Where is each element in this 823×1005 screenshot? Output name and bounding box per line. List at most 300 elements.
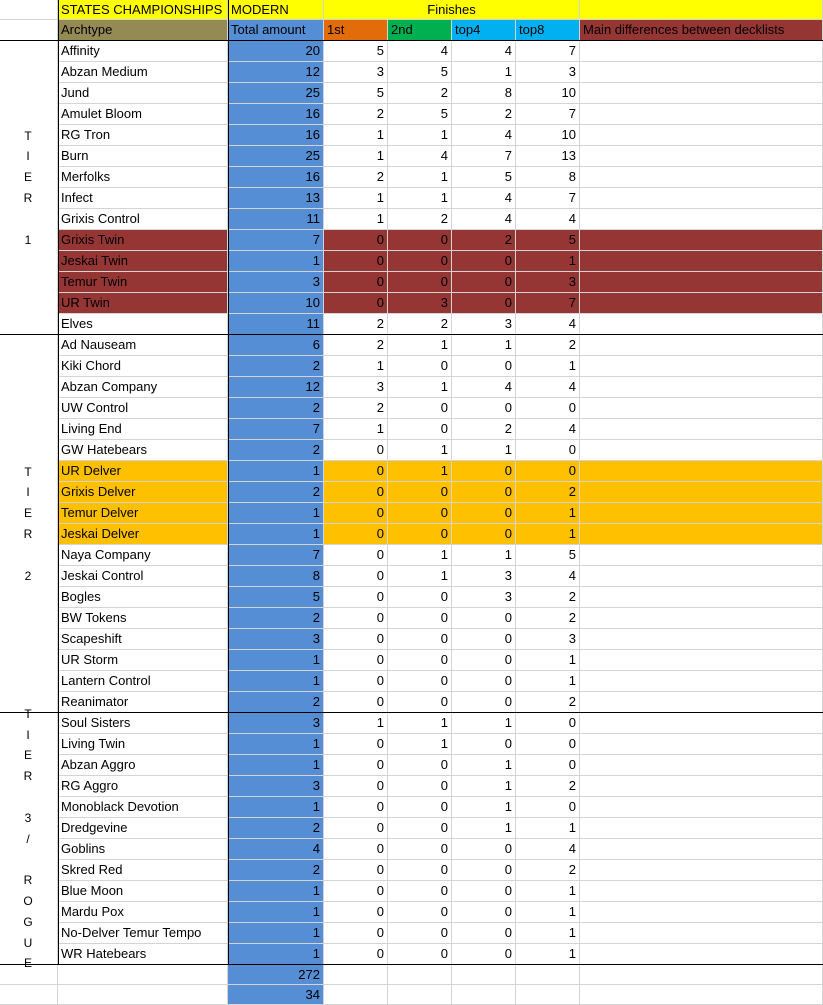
top8-cell[interactable]: 1 xyxy=(516,881,580,902)
cell[interactable] xyxy=(58,985,228,1005)
notes-cell[interactable] xyxy=(580,419,823,440)
first-cell[interactable]: 0 xyxy=(324,902,388,923)
second-cell[interactable]: 1 xyxy=(388,566,452,587)
total-cell[interactable]: 1 xyxy=(228,902,324,923)
first-cell[interactable]: 1 xyxy=(324,125,388,146)
header-blank[interactable] xyxy=(580,0,823,20)
total-cell[interactable]: 16 xyxy=(228,167,324,188)
archetype-cell[interactable]: Jeskai Twin xyxy=(58,251,228,272)
first-cell[interactable]: 1 xyxy=(324,419,388,440)
top4-cell[interactable]: 2 xyxy=(452,419,516,440)
notes-cell[interactable] xyxy=(580,776,823,797)
archetype-cell[interactable]: Lantern Control xyxy=(58,671,228,692)
first-cell[interactable]: 0 xyxy=(324,629,388,650)
second-cell[interactable]: 1 xyxy=(388,545,452,566)
total-cell[interactable]: 2 xyxy=(228,482,324,503)
total-cell[interactable]: 5 xyxy=(228,587,324,608)
notes-cell[interactable] xyxy=(580,839,823,860)
first-cell[interactable]: 5 xyxy=(324,83,388,104)
first-cell[interactable]: 0 xyxy=(324,650,388,671)
notes-cell[interactable] xyxy=(580,293,823,314)
top8-cell[interactable]: 3 xyxy=(516,62,580,83)
total-cell[interactable]: 20 xyxy=(228,41,324,62)
cell[interactable] xyxy=(452,965,516,985)
first-cell[interactable]: 1 xyxy=(324,209,388,230)
second-cell[interactable]: 0 xyxy=(388,608,452,629)
top4-cell[interactable]: 0 xyxy=(452,608,516,629)
top4-cell[interactable]: 8 xyxy=(452,83,516,104)
header-notes[interactable]: Main differences between decklists xyxy=(580,20,823,41)
notes-cell[interactable] xyxy=(580,209,823,230)
notes-cell[interactable] xyxy=(580,944,823,965)
top8-cell[interactable]: 0 xyxy=(516,440,580,461)
top8-cell[interactable]: 2 xyxy=(516,692,580,713)
top8-cell[interactable]: 7 xyxy=(516,188,580,209)
first-cell[interactable]: 0 xyxy=(324,272,388,293)
first-cell[interactable]: 0 xyxy=(324,671,388,692)
total-cell[interactable]: 7 xyxy=(228,419,324,440)
top4-cell[interactable]: 4 xyxy=(452,41,516,62)
top4-cell[interactable]: 4 xyxy=(452,125,516,146)
second-cell[interactable]: 0 xyxy=(388,524,452,545)
archetype-cell[interactable]: No-Delver Temur Tempo xyxy=(58,923,228,944)
top8-cell[interactable]: 4 xyxy=(516,839,580,860)
notes-cell[interactable] xyxy=(580,41,823,62)
top4-cell[interactable]: 0 xyxy=(452,734,516,755)
second-cell[interactable]: 1 xyxy=(388,440,452,461)
archetype-cell[interactable]: Infect xyxy=(58,188,228,209)
archetype-cell[interactable]: Abzan Medium xyxy=(58,62,228,83)
first-cell[interactable]: 0 xyxy=(324,860,388,881)
notes-cell[interactable] xyxy=(580,314,823,335)
notes-cell[interactable] xyxy=(580,461,823,482)
second-cell[interactable]: 0 xyxy=(388,398,452,419)
first-cell[interactable]: 1 xyxy=(324,146,388,167)
second-cell[interactable]: 1 xyxy=(388,188,452,209)
second-cell[interactable]: 2 xyxy=(388,209,452,230)
second-cell[interactable]: 0 xyxy=(388,650,452,671)
notes-cell[interactable] xyxy=(580,818,823,839)
total-cell[interactable]: 1 xyxy=(228,671,324,692)
second-cell[interactable]: 0 xyxy=(388,671,452,692)
archetype-cell[interactable]: Scapeshift xyxy=(58,629,228,650)
archetype-cell[interactable]: Affinity xyxy=(58,41,228,62)
top4-cell[interactable]: 0 xyxy=(452,902,516,923)
cell[interactable] xyxy=(388,965,452,985)
archetype-cell[interactable]: Grixis Delver xyxy=(58,482,228,503)
notes-cell[interactable] xyxy=(580,608,823,629)
top8-cell[interactable]: 1 xyxy=(516,671,580,692)
notes-cell[interactable] xyxy=(580,377,823,398)
top8-cell[interactable]: 0 xyxy=(516,797,580,818)
first-cell[interactable]: 5 xyxy=(324,41,388,62)
top8-cell[interactable]: 0 xyxy=(516,755,580,776)
top8-cell[interactable]: 4 xyxy=(516,314,580,335)
notes-cell[interactable] xyxy=(580,125,823,146)
total-cell[interactable]: 3 xyxy=(228,272,324,293)
notes-cell[interactable] xyxy=(580,482,823,503)
notes-cell[interactable] xyxy=(580,272,823,293)
first-cell[interactable]: 0 xyxy=(324,755,388,776)
first-cell[interactable]: 0 xyxy=(324,923,388,944)
top8-cell[interactable]: 4 xyxy=(516,209,580,230)
second-cell[interactable]: 0 xyxy=(388,230,452,251)
notes-cell[interactable] xyxy=(580,671,823,692)
top8-cell[interactable]: 2 xyxy=(516,860,580,881)
second-cell[interactable]: 0 xyxy=(388,629,452,650)
total-cell[interactable]: 1 xyxy=(228,524,324,545)
notes-cell[interactable] xyxy=(580,692,823,713)
notes-cell[interactable] xyxy=(580,167,823,188)
archetype-cell[interactable]: Grixis Control xyxy=(58,209,228,230)
cell[interactable] xyxy=(580,965,823,985)
top4-cell[interactable]: 1 xyxy=(452,755,516,776)
total-cell[interactable]: 3 xyxy=(228,629,324,650)
header-format[interactable]: MODERN xyxy=(228,0,324,20)
first-cell[interactable]: 0 xyxy=(324,566,388,587)
total-cell[interactable]: 1 xyxy=(228,461,324,482)
total-cell[interactable]: 1 xyxy=(228,797,324,818)
top8-cell[interactable]: 10 xyxy=(516,83,580,104)
archetype-cell[interactable]: Kiki Chord xyxy=(58,356,228,377)
first-cell[interactable]: 0 xyxy=(324,797,388,818)
top4-cell[interactable]: 1 xyxy=(452,797,516,818)
notes-cell[interactable] xyxy=(580,440,823,461)
archetype-cell[interactable]: RG Tron xyxy=(58,125,228,146)
notes-cell[interactable] xyxy=(580,503,823,524)
top4-cell[interactable]: 1 xyxy=(452,335,516,356)
total-cell[interactable]: 3 xyxy=(228,776,324,797)
notes-cell[interactable] xyxy=(580,188,823,209)
notes-cell[interactable] xyxy=(580,650,823,671)
top8-cell[interactable]: 1 xyxy=(516,524,580,545)
header-top8[interactable]: top8 xyxy=(516,20,580,41)
second-cell[interactable]: 1 xyxy=(388,734,452,755)
cell[interactable] xyxy=(516,965,580,985)
first-cell[interactable]: 3 xyxy=(324,377,388,398)
top4-cell[interactable]: 1 xyxy=(452,545,516,566)
first-cell[interactable]: 0 xyxy=(324,839,388,860)
top8-cell[interactable]: 7 xyxy=(516,293,580,314)
top4-cell[interactable]: 0 xyxy=(452,629,516,650)
notes-cell[interactable] xyxy=(580,713,823,734)
top8-cell[interactable]: 1 xyxy=(516,251,580,272)
top8-cell[interactable]: 1 xyxy=(516,944,580,965)
total-cell[interactable]: 2 xyxy=(228,356,324,377)
notes-cell[interactable] xyxy=(580,251,823,272)
notes-cell[interactable] xyxy=(580,398,823,419)
total-cell[interactable]: 16 xyxy=(228,104,324,125)
first-cell[interactable]: 1 xyxy=(324,713,388,734)
total-cell[interactable]: 7 xyxy=(228,230,324,251)
top4-cell[interactable]: 1 xyxy=(452,776,516,797)
archetype-cell[interactable]: Grixis Twin xyxy=(58,230,228,251)
total-cell[interactable]: 2 xyxy=(228,860,324,881)
archetype-cell[interactable]: Jeskai Control xyxy=(58,566,228,587)
cell[interactable] xyxy=(452,985,516,1005)
header-top4[interactable]: top4 xyxy=(452,20,516,41)
notes-cell[interactable] xyxy=(580,335,823,356)
second-cell[interactable]: 0 xyxy=(388,944,452,965)
top4-cell[interactable]: 2 xyxy=(452,104,516,125)
total-cell[interactable]: 7 xyxy=(228,545,324,566)
archetype-cell[interactable]: UR Delver xyxy=(58,461,228,482)
top4-cell[interactable]: 2 xyxy=(452,230,516,251)
grand-total-cell[interactable]: 34 xyxy=(228,985,324,1005)
top8-cell[interactable]: 0 xyxy=(516,398,580,419)
top4-cell[interactable]: 0 xyxy=(452,398,516,419)
archetype-cell[interactable]: Dredgevine xyxy=(58,818,228,839)
archetype-cell[interactable]: Mardu Pox xyxy=(58,902,228,923)
second-cell[interactable]: 0 xyxy=(388,503,452,524)
first-cell[interactable]: 0 xyxy=(324,734,388,755)
cell[interactable] xyxy=(324,985,388,1005)
top4-cell[interactable]: 0 xyxy=(452,524,516,545)
total-cell[interactable]: 8 xyxy=(228,566,324,587)
archetype-cell[interactable]: Naya Company xyxy=(58,545,228,566)
archetype-cell[interactable]: Soul Sisters xyxy=(58,713,228,734)
total-cell[interactable]: 1 xyxy=(228,881,324,902)
archetype-cell[interactable]: UW Control xyxy=(58,398,228,419)
archetype-cell[interactable]: Burn xyxy=(58,146,228,167)
second-cell[interactable]: 0 xyxy=(388,860,452,881)
top8-cell[interactable]: 2 xyxy=(516,776,580,797)
first-cell[interactable]: 1 xyxy=(324,356,388,377)
second-cell[interactable]: 0 xyxy=(388,755,452,776)
total-cell[interactable]: 2 xyxy=(228,818,324,839)
first-cell[interactable]: 0 xyxy=(324,545,388,566)
second-cell[interactable]: 0 xyxy=(388,251,452,272)
total-cell[interactable]: 1 xyxy=(228,503,324,524)
top8-cell[interactable]: 1 xyxy=(516,902,580,923)
archetype-cell[interactable]: Elves xyxy=(58,314,228,335)
top4-cell[interactable]: 0 xyxy=(452,923,516,944)
first-cell[interactable]: 0 xyxy=(324,818,388,839)
second-cell[interactable]: 0 xyxy=(388,902,452,923)
first-cell[interactable]: 0 xyxy=(324,440,388,461)
second-cell[interactable]: 5 xyxy=(388,62,452,83)
notes-cell[interactable] xyxy=(580,545,823,566)
first-cell[interactable]: 0 xyxy=(324,251,388,272)
top8-cell[interactable]: 3 xyxy=(516,629,580,650)
total-cell[interactable]: 11 xyxy=(228,209,324,230)
first-cell[interactable]: 0 xyxy=(324,587,388,608)
top4-cell[interactable]: 0 xyxy=(452,356,516,377)
archetype-cell[interactable]: Bogles xyxy=(58,587,228,608)
archetype-cell[interactable]: Blue Moon xyxy=(58,881,228,902)
total-cell[interactable]: 12 xyxy=(228,62,324,83)
top8-cell[interactable]: 3 xyxy=(516,272,580,293)
top8-cell[interactable]: 7 xyxy=(516,104,580,125)
total-cell[interactable]: 1 xyxy=(228,944,324,965)
header-title[interactable]: STATES CHAMPIONSHIPS xyxy=(58,0,228,20)
archetype-cell[interactable]: UR Twin xyxy=(58,293,228,314)
header-second[interactable]: 2nd xyxy=(388,20,452,41)
top8-cell[interactable]: 0 xyxy=(516,734,580,755)
second-cell[interactable]: 1 xyxy=(388,335,452,356)
cell[interactable] xyxy=(388,985,452,1005)
notes-cell[interactable] xyxy=(580,230,823,251)
top4-cell[interactable]: 0 xyxy=(452,251,516,272)
cell[interactable] xyxy=(324,965,388,985)
top4-cell[interactable]: 7 xyxy=(452,146,516,167)
header-finishes[interactable]: Finishes xyxy=(324,0,580,20)
total-cell[interactable]: 1 xyxy=(228,650,324,671)
second-cell[interactable]: 1 xyxy=(388,125,452,146)
top8-cell[interactable]: 2 xyxy=(516,608,580,629)
archetype-cell[interactable]: Abzan Company xyxy=(58,377,228,398)
second-cell[interactable]: 0 xyxy=(388,881,452,902)
total-cell[interactable]: 2 xyxy=(228,608,324,629)
notes-cell[interactable] xyxy=(580,902,823,923)
notes-cell[interactable] xyxy=(580,356,823,377)
notes-cell[interactable] xyxy=(580,734,823,755)
total-cell[interactable]: 1 xyxy=(228,923,324,944)
first-cell[interactable]: 0 xyxy=(324,776,388,797)
top4-cell[interactable]: 0 xyxy=(452,671,516,692)
archetype-cell[interactable]: Living Twin xyxy=(58,734,228,755)
top4-cell[interactable]: 3 xyxy=(452,314,516,335)
archetype-cell[interactable]: Merfolks xyxy=(58,167,228,188)
top4-cell[interactable]: 0 xyxy=(452,503,516,524)
top4-cell[interactable]: 0 xyxy=(452,881,516,902)
first-cell[interactable]: 0 xyxy=(324,881,388,902)
top4-cell[interactable]: 0 xyxy=(452,272,516,293)
top4-cell[interactable]: 1 xyxy=(452,818,516,839)
archetype-cell[interactable]: Temur Delver xyxy=(58,503,228,524)
total-cell[interactable]: 11 xyxy=(228,314,324,335)
grand-total-cell[interactable]: 272 xyxy=(228,965,324,985)
header-total[interactable]: Total amount xyxy=(228,20,324,41)
first-cell[interactable]: 0 xyxy=(324,482,388,503)
second-cell[interactable]: 1 xyxy=(388,713,452,734)
first-cell[interactable]: 0 xyxy=(324,524,388,545)
top4-cell[interactable]: 1 xyxy=(452,440,516,461)
top4-cell[interactable]: 0 xyxy=(452,482,516,503)
total-cell[interactable]: 1 xyxy=(228,251,324,272)
total-cell[interactable]: 25 xyxy=(228,83,324,104)
top4-cell[interactable]: 4 xyxy=(452,377,516,398)
notes-cell[interactable] xyxy=(580,104,823,125)
notes-cell[interactable] xyxy=(580,524,823,545)
cell[interactable] xyxy=(58,965,228,985)
top8-cell[interactable]: 2 xyxy=(516,587,580,608)
top8-cell[interactable]: 1 xyxy=(516,818,580,839)
top8-cell[interactable]: 8 xyxy=(516,167,580,188)
second-cell[interactable]: 0 xyxy=(388,356,452,377)
total-cell[interactable]: 25 xyxy=(228,146,324,167)
notes-cell[interactable] xyxy=(580,566,823,587)
second-cell[interactable]: 0 xyxy=(388,482,452,503)
top4-cell[interactable]: 1 xyxy=(452,62,516,83)
notes-cell[interactable] xyxy=(580,797,823,818)
second-cell[interactable]: 0 xyxy=(388,797,452,818)
second-cell[interactable]: 0 xyxy=(388,923,452,944)
second-cell[interactable]: 4 xyxy=(388,41,452,62)
top4-cell[interactable]: 3 xyxy=(452,587,516,608)
top4-cell[interactable]: 0 xyxy=(452,860,516,881)
first-cell[interactable]: 0 xyxy=(324,944,388,965)
second-cell[interactable]: 1 xyxy=(388,167,452,188)
archetype-cell[interactable]: BW Tokens xyxy=(58,608,228,629)
header-archetype[interactable]: Archtype xyxy=(58,20,228,41)
top8-cell[interactable]: 1 xyxy=(516,923,580,944)
archetype-cell[interactable]: Jeskai Delver xyxy=(58,524,228,545)
cell[interactable] xyxy=(580,985,823,1005)
top4-cell[interactable]: 0 xyxy=(452,293,516,314)
archetype-cell[interactable]: Ad Nauseam xyxy=(58,335,228,356)
top4-cell[interactable]: 5 xyxy=(452,167,516,188)
top4-cell[interactable]: 1 xyxy=(452,713,516,734)
second-cell[interactable]: 2 xyxy=(388,83,452,104)
archetype-cell[interactable]: Reanimator xyxy=(58,692,228,713)
top8-cell[interactable]: 5 xyxy=(516,545,580,566)
archetype-cell[interactable]: UR Storm xyxy=(58,650,228,671)
top8-cell[interactable]: 1 xyxy=(516,503,580,524)
total-cell[interactable]: 1 xyxy=(228,755,324,776)
first-cell[interactable]: 2 xyxy=(324,335,388,356)
cell[interactable] xyxy=(0,985,58,1005)
top4-cell[interactable]: 0 xyxy=(452,944,516,965)
total-cell[interactable]: 13 xyxy=(228,188,324,209)
archetype-cell[interactable]: Monoblack Devotion xyxy=(58,797,228,818)
first-cell[interactable]: 0 xyxy=(324,608,388,629)
archetype-cell[interactable]: RG Aggro xyxy=(58,776,228,797)
total-cell[interactable]: 4 xyxy=(228,839,324,860)
total-cell[interactable]: 2 xyxy=(228,398,324,419)
archetype-cell[interactable]: Amulet Bloom xyxy=(58,104,228,125)
second-cell[interactable]: 0 xyxy=(388,776,452,797)
first-cell[interactable]: 2 xyxy=(324,104,388,125)
top8-cell[interactable]: 5 xyxy=(516,230,580,251)
first-cell[interactable]: 0 xyxy=(324,692,388,713)
notes-cell[interactable] xyxy=(580,881,823,902)
notes-cell[interactable] xyxy=(580,62,823,83)
notes-cell[interactable] xyxy=(580,629,823,650)
top8-cell[interactable]: 0 xyxy=(516,461,580,482)
total-cell[interactable]: 16 xyxy=(228,125,324,146)
first-cell[interactable]: 2 xyxy=(324,167,388,188)
notes-cell[interactable] xyxy=(580,755,823,776)
second-cell[interactable]: 0 xyxy=(388,587,452,608)
first-cell[interactable]: 0 xyxy=(324,461,388,482)
archetype-cell[interactable]: GW Hatebears xyxy=(58,440,228,461)
archetype-cell[interactable]: Goblins xyxy=(58,839,228,860)
second-cell[interactable]: 1 xyxy=(388,377,452,398)
total-cell[interactable]: 1 xyxy=(228,734,324,755)
archetype-cell[interactable]: Temur Twin xyxy=(58,272,228,293)
total-cell[interactable]: 2 xyxy=(228,692,324,713)
archetype-cell[interactable]: Skred Red xyxy=(58,860,228,881)
top4-cell[interactable]: 0 xyxy=(452,692,516,713)
notes-cell[interactable] xyxy=(580,860,823,881)
cell[interactable] xyxy=(0,0,58,20)
top4-cell[interactable]: 4 xyxy=(452,209,516,230)
archetype-cell[interactable]: Living End xyxy=(58,419,228,440)
top8-cell[interactable]: 7 xyxy=(516,41,580,62)
second-cell[interactable]: 0 xyxy=(388,839,452,860)
notes-cell[interactable] xyxy=(580,587,823,608)
total-cell[interactable]: 2 xyxy=(228,440,324,461)
top8-cell[interactable]: 4 xyxy=(516,377,580,398)
top8-cell[interactable]: 10 xyxy=(516,125,580,146)
top8-cell[interactable]: 0 xyxy=(516,713,580,734)
second-cell[interactable]: 5 xyxy=(388,104,452,125)
top4-cell[interactable]: 0 xyxy=(452,839,516,860)
cell[interactable] xyxy=(516,985,580,1005)
total-cell[interactable]: 10 xyxy=(228,293,324,314)
second-cell[interactable]: 1 xyxy=(388,461,452,482)
